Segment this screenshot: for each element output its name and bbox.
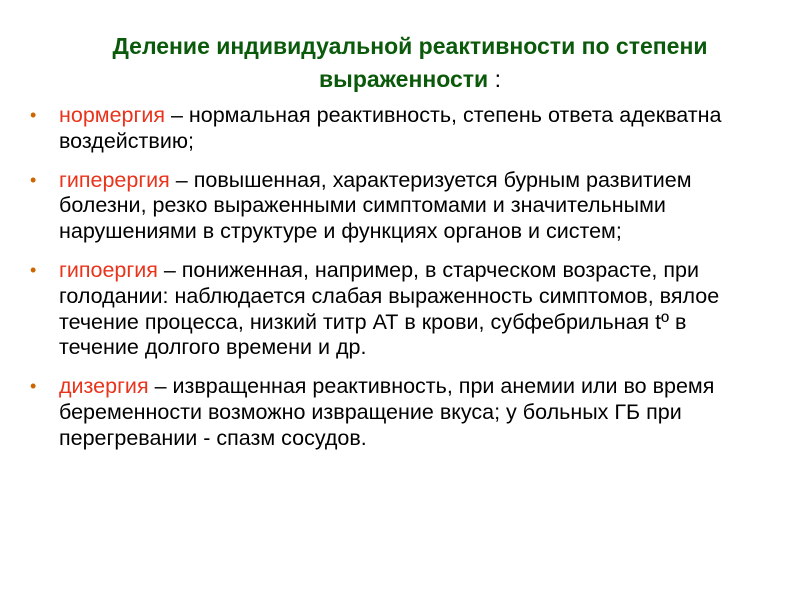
bullet-item-hiperergia — [30, 168, 770, 245]
bullet-item-dizergia — [30, 374, 770, 451]
bullet-list — [30, 103, 770, 465]
bullet-dot-icon: • — [30, 169, 37, 190]
description-hipoergia: – пониженная, например, в старческом возрасте, при голодании: наблюдается слабая выраженность симптомов, вялое течение процесса, низкий титр АТ в крови, субфебрильная tº в течение долгого времени и др. — [59, 257, 720, 360]
term-hiperergia: гиперергия — [59, 167, 170, 192]
term-dizergia: дизергия — [59, 374, 149, 399]
description-normergia: – нормальная реактивность, степень ответа адекватна воздействию; — [59, 103, 722, 153]
description-hiperergia: – повышенная, характеризуется бурным развитием болезни, резко выраженными симптомами и значительными нарушениями в структуре и функциях органов и систем; — [59, 167, 692, 244]
bullet-dot-icon: • — [30, 376, 37, 397]
description-dizergia: – извращенная реактивность, при анемии или во время беременности возможно извращение вкуса; у больных ГБ при перегревании - спазм сосудов. — [59, 374, 715, 450]
bullet-dot-icon: • — [30, 259, 37, 280]
bullet-item-normergia — [30, 103, 770, 155]
bullet-dot-icon: • — [30, 105, 37, 125]
slide-title-text: Деление индивидуальной реактивности по степени выраженности — [112, 33, 708, 92]
bullet-item-hipoergia — [30, 258, 770, 361]
term-hipoergia: гипоергия — [59, 257, 158, 282]
slide-title — [40, 30, 780, 96]
term-normergia: нормергия — [59, 103, 165, 127]
slide-title-colon: : — [488, 66, 501, 92]
